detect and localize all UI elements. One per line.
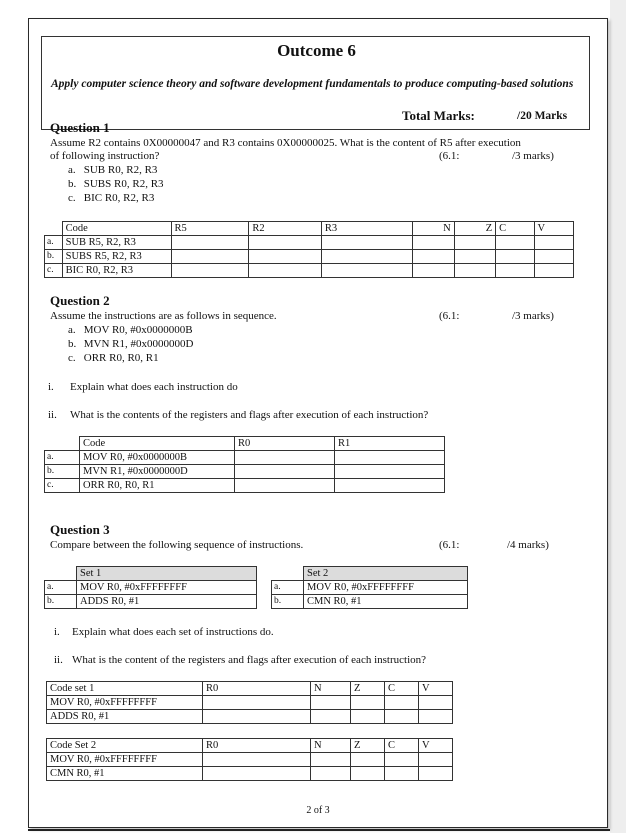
- answer-cell[interactable]: [203, 696, 311, 710]
- answer-cell[interactable]: [413, 264, 454, 278]
- q2-sub-i-text: Explain what does each instruction do: [70, 381, 238, 393]
- answer-cell[interactable]: [385, 696, 419, 710]
- row-index: c.: [45, 264, 63, 278]
- row-index: b.: [45, 595, 77, 609]
- row-code: CMN R0, #1: [304, 595, 468, 609]
- q3-sub-i: [54, 626, 274, 638]
- q1-answer-table: [44, 221, 574, 278]
- q3-t2-col-n: N: [311, 739, 351, 753]
- answer-cell[interactable]: [496, 264, 534, 278]
- q3-set1-corner: [45, 567, 77, 581]
- q3-t1-col-v: V: [419, 682, 453, 696]
- answer-cell[interactable]: [534, 264, 573, 278]
- q3-text-line1: Compare between the following sequence of instructions.: [50, 539, 304, 551]
- q3-set1-header: Set 1: [77, 567, 257, 581]
- outcome-description: Apply computer science theory and software development fundamentals to produce computing-based solutions: [51, 78, 574, 90]
- answer-cell[interactable]: [534, 250, 573, 264]
- q2-title: Question 2: [50, 293, 110, 308]
- q3-t1-col-n: N: [311, 682, 351, 696]
- q2-col-code: Code: [80, 437, 235, 451]
- q1-item-c: [68, 192, 154, 204]
- q1-text-line1: Assume R2 contains 0X00000047 and R3 contains 0X00000025. What is the content of R5 after execution: [50, 137, 521, 149]
- answer-cell[interactable]: [413, 236, 454, 250]
- q1-item-b: [68, 178, 164, 190]
- q3-code-set2-table: [46, 738, 453, 781]
- row-code: SUBS R5, R2, R3: [62, 250, 171, 264]
- answer-cell[interactable]: [454, 264, 495, 278]
- q3-sub-ii: [54, 654, 426, 666]
- q2-item-b: [68, 338, 193, 350]
- answer-cell[interactable]: [335, 479, 445, 493]
- row-index: b.: [45, 465, 80, 479]
- answer-cell[interactable]: [419, 767, 453, 781]
- q2-col-r0: R0: [235, 437, 335, 451]
- q2-outcome-ref: (6.1:: [439, 310, 460, 322]
- q3-t1-col-r0: R0: [203, 682, 311, 696]
- q1-item-a-text: SUB R0, R2, R3: [83, 164, 158, 176]
- table-row: [45, 236, 574, 250]
- q2-col-r1: R1: [335, 437, 445, 451]
- row-code: ADDS R0, #1: [47, 710, 203, 724]
- q2-sub-i-label: i.: [48, 381, 54, 393]
- q3-sub-ii-text: What is the content of the registers and flags after execution of each instruction?: [72, 654, 427, 666]
- q3-set2-corner: [272, 567, 304, 581]
- q2-marks: /3 marks): [512, 310, 554, 322]
- q2-item-c-label: c.: [68, 352, 76, 364]
- answer-cell[interactable]: [311, 767, 351, 781]
- answer-cell[interactable]: [335, 465, 445, 479]
- q3-t1-col-code: Code set 1: [47, 682, 203, 696]
- q1-col-r2: R2: [249, 222, 322, 236]
- q3-t2-col-z: Z: [351, 739, 385, 753]
- row-code: SUB R5, R2, R3: [62, 236, 171, 250]
- answer-cell[interactable]: [419, 696, 453, 710]
- table-row: [272, 581, 468, 595]
- answer-cell[interactable]: [249, 250, 322, 264]
- q1-col-c: C: [496, 222, 534, 236]
- answer-cell[interactable]: [385, 753, 419, 767]
- row-index: a.: [45, 451, 80, 465]
- answer-cell[interactable]: [454, 236, 495, 250]
- q1-col-z: Z: [454, 222, 495, 236]
- q3-sub-i-text: Explain what does each set of instructions do.: [72, 626, 274, 638]
- answer-cell[interactable]: [496, 236, 534, 250]
- q3-set2-header-row: [272, 567, 468, 581]
- table-row: [45, 264, 574, 278]
- q2-item-a-label: a.: [68, 324, 76, 336]
- q1-item-b-text: SUBS R0, R2, R3: [83, 178, 164, 190]
- row-code: MOV R0, #0xFFFFFFFF: [47, 696, 203, 710]
- answer-cell[interactable]: [454, 250, 495, 264]
- table-row: [47, 767, 453, 781]
- row-index: c.: [45, 479, 80, 493]
- q1-outcome-ref: (6.1:: [439, 150, 460, 162]
- table-row: [272, 595, 468, 609]
- q3-t1-col-c: C: [385, 682, 419, 696]
- table-row: [45, 595, 257, 609]
- answer-cell[interactable]: [321, 264, 412, 278]
- q3-t2-col-c: C: [385, 739, 419, 753]
- q3-t1-header-row: [47, 682, 453, 696]
- answer-cell[interactable]: [235, 451, 335, 465]
- q3-title: Question 3: [50, 522, 110, 537]
- table-row: [47, 753, 453, 767]
- answer-cell[interactable]: [171, 250, 249, 264]
- row-code: BIC R0, R2, R3: [62, 264, 171, 278]
- table-row: [47, 710, 453, 724]
- q2-item-c: [68, 352, 159, 364]
- q2-item-a-text: MOV R0, #0x0000000B: [83, 324, 193, 336]
- row-index: a.: [45, 236, 63, 250]
- answer-cell[interactable]: [351, 767, 385, 781]
- total-marks-value: /20 Marks: [517, 110, 568, 122]
- total-marks-label: Total Marks:: [402, 108, 475, 123]
- q1-table-corner: [45, 222, 63, 236]
- row-code: MVN R1, #0x0000000D: [80, 465, 235, 479]
- q2-sub-ii-text: What is the contents of the registers and flags after execution of each instruction?: [70, 409, 429, 421]
- q3-outcome-ref: (6.1:: [439, 539, 460, 551]
- q2-sub-i: [48, 381, 238, 393]
- q1-item-c-text: BIC R0, R2, R3: [83, 192, 155, 204]
- row-code: MOV R0, #0xFFFFFFFF: [77, 581, 257, 595]
- row-code: MOV R0, #0x0000000B: [80, 451, 235, 465]
- q3-set1-table: [44, 566, 257, 609]
- row-code: ORR R0, R0, R1: [80, 479, 235, 493]
- q2-item-a: [68, 324, 193, 336]
- table-row: [45, 479, 445, 493]
- row-index: b.: [272, 595, 304, 609]
- q3-set1-header-row: [45, 567, 257, 581]
- q3-t2-header-row: [47, 739, 453, 753]
- answer-cell[interactable]: [203, 710, 311, 724]
- q2-table-header-row: [45, 437, 445, 451]
- q3-t1-col-z: Z: [351, 682, 385, 696]
- table-row: [45, 465, 445, 479]
- answer-cell[interactable]: [351, 696, 385, 710]
- answer-cell[interactable]: [351, 753, 385, 767]
- q2-sub-ii: [48, 409, 428, 421]
- page-number: 2 of 3: [306, 805, 330, 816]
- q3-set2-header: Set 2: [304, 567, 468, 581]
- row-code: MOV R0, #0xFFFFFFFF: [47, 753, 203, 767]
- q2-item-b-label: b.: [68, 338, 77, 350]
- q3-marks: /4 marks): [507, 539, 549, 551]
- answer-cell[interactable]: [235, 465, 335, 479]
- row-code: MOV R0, #0xFFFFFFFF: [304, 581, 468, 595]
- answer-cell[interactable]: [385, 710, 419, 724]
- q3-set2-table: [271, 566, 468, 609]
- answer-cell[interactable]: [335, 451, 445, 465]
- q1-item-b-label: b.: [68, 178, 77, 190]
- q1-item-a-label: a.: [68, 164, 76, 176]
- q1-text-line2: of following instruction?: [50, 150, 160, 162]
- table-row: [45, 451, 445, 465]
- answer-cell[interactable]: [351, 710, 385, 724]
- answer-cell[interactable]: [203, 753, 311, 767]
- row-code: ADDS R0, #1: [77, 595, 257, 609]
- q1-col-v: V: [534, 222, 573, 236]
- row-index: b.: [45, 250, 63, 264]
- q2-item-c-text: ORR R0, R0, R1: [83, 352, 159, 364]
- q1-table-header-row: [45, 222, 574, 236]
- q2-item-b-text: MVN R1, #0x0000000D: [83, 338, 194, 350]
- table-row: [45, 250, 574, 264]
- q2-answer-table: [44, 436, 445, 493]
- q1-col-n: N: [413, 222, 454, 236]
- q2-text-line1: Assume the instructions are as follows in sequence.: [50, 310, 277, 322]
- outcome-title: Outcome 6: [277, 41, 356, 60]
- q1-marks: /3 marks): [512, 150, 554, 162]
- row-index: a.: [45, 581, 77, 595]
- answer-cell[interactable]: [321, 250, 412, 264]
- table-row: [47, 696, 453, 710]
- answer-cell[interactable]: [249, 236, 322, 250]
- page-bottom-border: [28, 829, 610, 831]
- q3-t2-col-v: V: [419, 739, 453, 753]
- q1-col-code: Code: [62, 222, 171, 236]
- answer-cell[interactable]: [321, 236, 412, 250]
- q3-sub-i-label: i.: [54, 626, 60, 638]
- q3-t2-col-code: Code Set 2: [47, 739, 203, 753]
- answer-cell[interactable]: [171, 264, 249, 278]
- q1-col-r3: R3: [321, 222, 412, 236]
- answer-cell[interactable]: [235, 479, 335, 493]
- q3-sub-ii-label: ii.: [54, 654, 63, 666]
- q1-col-r5: R5: [171, 222, 249, 236]
- answer-cell[interactable]: [311, 753, 351, 767]
- q1-item-a: [68, 164, 157, 176]
- answer-cell[interactable]: [496, 250, 534, 264]
- answer-cell[interactable]: [419, 753, 453, 767]
- answer-cell[interactable]: [419, 710, 453, 724]
- answer-cell[interactable]: [311, 710, 351, 724]
- q2-table-corner: [45, 437, 80, 451]
- answer-cell[interactable]: [534, 236, 573, 250]
- answer-cell[interactable]: [385, 767, 419, 781]
- q1-title: Question 1: [50, 120, 110, 135]
- row-code: CMN R0, #1: [47, 767, 203, 781]
- row-index: a.: [272, 581, 304, 595]
- q3-code-set1-table: [46, 681, 453, 724]
- outcome-header-box: [41, 36, 590, 130]
- document-page: [28, 18, 608, 828]
- answer-cell[interactable]: [203, 767, 311, 781]
- answer-cell[interactable]: [171, 236, 249, 250]
- answer-cell[interactable]: [413, 250, 454, 264]
- table-row: [45, 581, 257, 595]
- answer-cell[interactable]: [249, 264, 322, 278]
- viewer-background: [610, 0, 626, 833]
- answer-cell[interactable]: [311, 696, 351, 710]
- q3-t2-col-r0: R0: [203, 739, 311, 753]
- q2-sub-ii-label: ii.: [48, 409, 57, 421]
- q1-item-c-label: c.: [68, 192, 76, 204]
